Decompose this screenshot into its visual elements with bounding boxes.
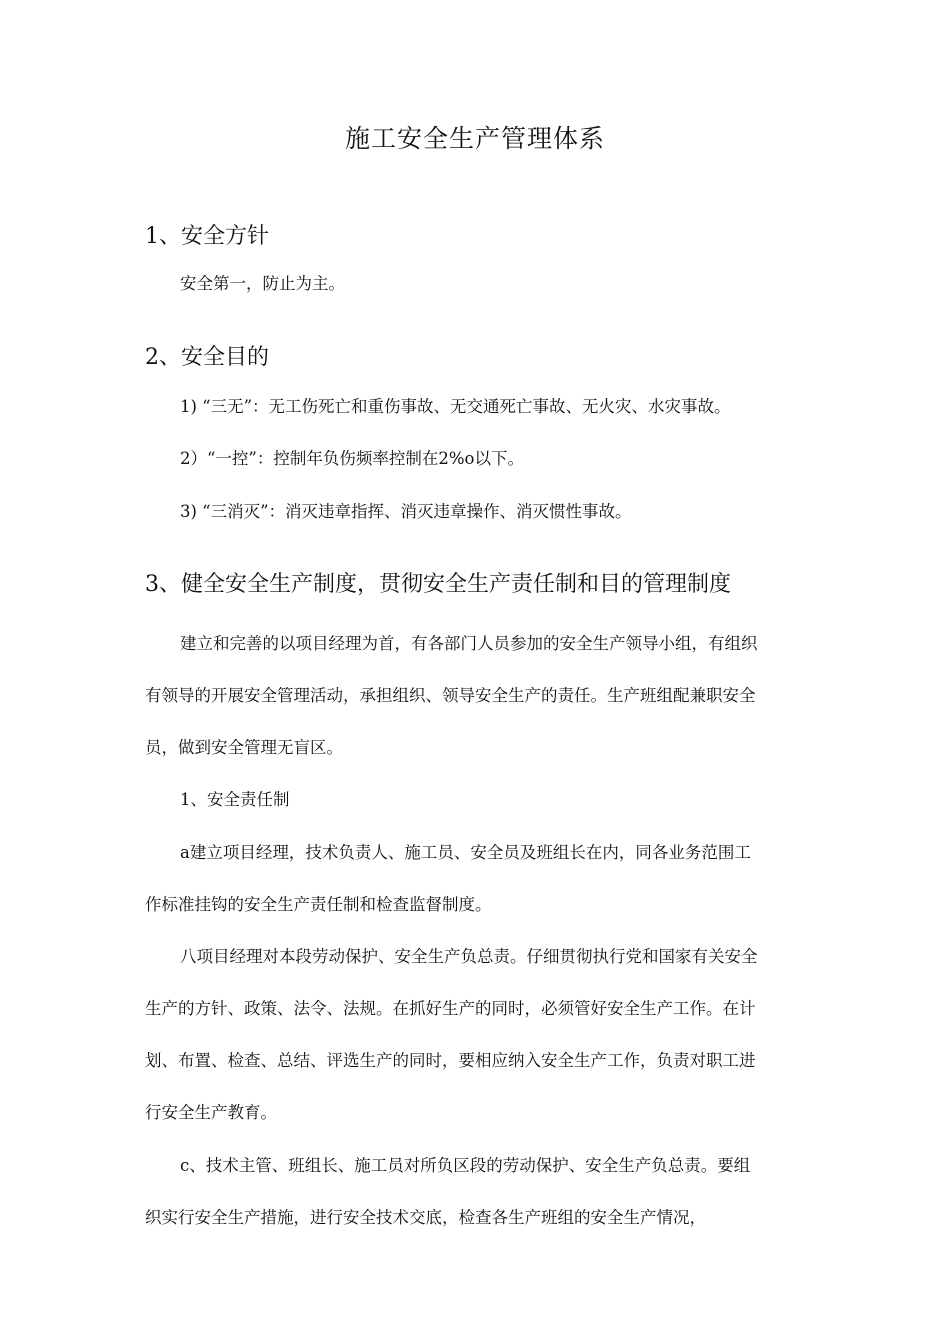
paragraph-line: 建立和完善的以项目经理为首，有各部门人员参加的安全生产领导小组，有组织 [180, 634, 758, 653]
paragraph-line: 织实行安全生产措施，进行安全技术交底，检查各生产班组的安全生产情况， [145, 1208, 706, 1227]
paragraph-line: 划、布置、检查、总结、评选生产的同时，要相应纳入安全生产工作，负责对职工进 [145, 1051, 756, 1070]
subsection-heading: 1、安全责任制 [180, 790, 290, 809]
paragraph-line: a建立项目经理，技术负责人、施工员、安全员及班组长在内，同各业务范围工 [180, 843, 751, 862]
section-1-heading: 1、安全方针 [145, 224, 269, 249]
section-2-heading: 2、安全目的 [145, 345, 269, 370]
paragraph-line: 生产的方针、政策、法令、法规。在抓好生产的同时，必须管好安全生产工作。在计 [145, 999, 756, 1018]
paragraph-line: 行安全生产教育。 [145, 1103, 277, 1122]
paragraph-line: 作标准挂钩的安全生产责任制和检查监督制度。 [145, 895, 492, 914]
section-1-body: 安全第一，防止为主。 [180, 274, 345, 293]
paragraph-line: 八项目经理对本段劳动保护、安全生产负总责。仔细贯彻执行党和国家有关安全 [180, 947, 758, 966]
goal-item-3: 3) “三消灭”：消灭违章指挥、消灭违章操作、消灭惯性事故。 [180, 502, 632, 521]
goal-item-2: 2）“一控”：控制年负伤频率控制在2%o以下。 [180, 449, 524, 468]
section-3-heading: 3、健全安全生产制度，贯彻安全生产责任制和目的管理制度 [145, 572, 731, 597]
paragraph-line: c、技术主管、班组长、施工员对所负区段的劳动保护、安全生产负总责。要组 [180, 1156, 751, 1175]
paragraph-line: 有领导的开展安全管理活动，承担组织、领导安全生产的责任。生产班组配兼职安全 [145, 686, 756, 705]
paragraph-line: 员，做到安全管理无盲区。 [145, 738, 343, 757]
goal-item-1: 1) “三无”：无工伤死亡和重伤事故、无交通死亡事故、无火灾、水灾事故。 [180, 397, 731, 416]
document-title: 施工安全生产管理体系 [344, 124, 605, 153]
